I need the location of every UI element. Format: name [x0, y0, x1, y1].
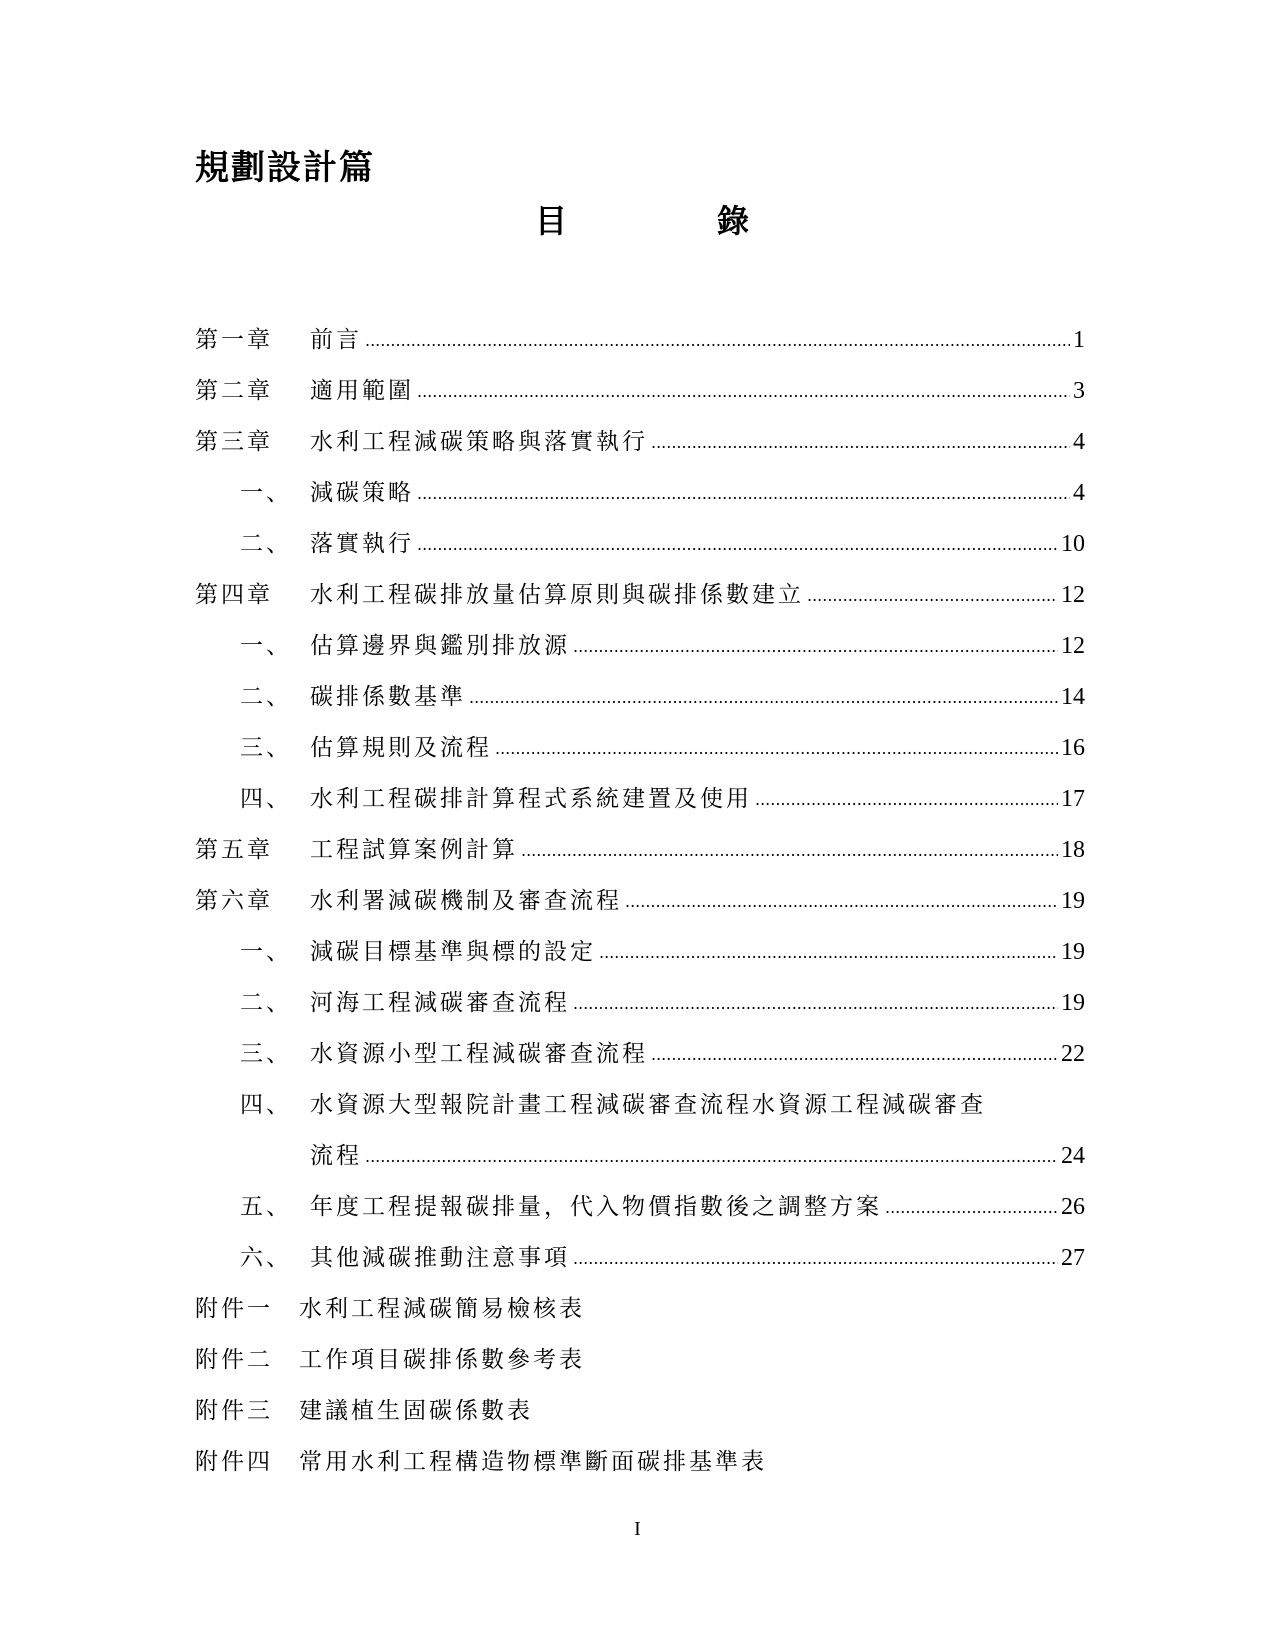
toc-entry-title: 其他減碳推動注意事項 [310, 1245, 570, 1271]
toc-dot-leader [417, 537, 1058, 553]
toc-entry-page: 1 [1073, 327, 1085, 353]
toc-entry-number: 第六章 [195, 888, 273, 914]
toc-entry-title: 減碳目標基準與標的設定 [310, 939, 596, 965]
toc-annex-title: 建議植生固碳係數表 [299, 1398, 533, 1424]
toc-entry-number: 第五章 [195, 837, 273, 863]
toc-dot-leader [417, 486, 1070, 502]
toc-entry-label [195, 372, 414, 405]
toc-entry-page: 24 [1061, 1143, 1085, 1169]
toc-annex-title: 常用水利工程構造物標準斷面碳排基準表 [299, 1449, 767, 1475]
toc-entry[interactable] [195, 507, 1085, 558]
toc-entry-page: 22 [1061, 1041, 1085, 1067]
toc-entry-number: 三、 [240, 735, 292, 761]
toc-entry-number: 二、 [240, 990, 292, 1016]
toc-chapter[interactable] [195, 405, 1085, 456]
toc-entry-label [195, 1137, 362, 1170]
toc-entry-title: 水資源大型報院計畫工程減碳審查流程水資源工程減碳審查 [310, 1092, 986, 1118]
toc-heading-char-2: 錄 [717, 202, 750, 240]
toc-dot-leader [651, 1047, 1058, 1063]
toc-annex-title: 水利工程減碳簡易檢核表 [299, 1296, 585, 1322]
toc-entry-label [195, 576, 804, 609]
toc-entry-title: 估算規則及流程 [310, 735, 492, 761]
table-of-contents [195, 303, 1085, 1476]
toc-dot-leader [573, 639, 1058, 655]
toc-entry-page: 19 [1061, 888, 1085, 914]
toc-entry-number: 五、 [240, 1194, 292, 1220]
toc-dot-leader [521, 843, 1058, 859]
toc-entry-title: 估算邊界與鑑別排放源 [310, 633, 570, 659]
toc-dot-leader [599, 945, 1058, 961]
toc-entry-title: 落實執行 [310, 531, 414, 557]
toc-dot-leader [573, 996, 1058, 1012]
toc-entry-label [195, 525, 414, 558]
toc-entry-label [195, 1443, 767, 1476]
toc-entry-title: 前言 [310, 327, 362, 353]
toc-entry-label [195, 1086, 986, 1119]
toc-entry-page: 4 [1073, 480, 1085, 506]
toc-chapter[interactable] [195, 864, 1085, 915]
toc-entry-page: 19 [1061, 990, 1085, 1016]
toc-entry-title: 河海工程減碳審查流程 [310, 990, 570, 1016]
toc-entry-number: 第三章 [195, 429, 273, 455]
toc-entry-title: 水資源小型工程減碳審查流程 [310, 1041, 648, 1067]
toc-entry-number: 四、 [240, 1092, 292, 1118]
toc-entry-page: 19 [1061, 939, 1085, 965]
toc-entry[interactable] [195, 456, 1085, 507]
toc-entry[interactable] [195, 609, 1085, 660]
toc-chapter[interactable] [195, 303, 1085, 354]
toc-entry-number: 第四章 [195, 582, 273, 608]
toc-dot-leader [885, 1200, 1058, 1216]
toc-entry[interactable] [195, 660, 1085, 711]
toc-entry-label [195, 627, 570, 660]
toc-entry-title-continuation: 流程 [310, 1143, 362, 1169]
toc-entry-number: 一、 [240, 939, 292, 965]
toc-entry-label [195, 321, 362, 354]
toc-entry[interactable] [195, 762, 1085, 813]
toc-entry-label [195, 933, 596, 966]
toc-entry[interactable] [195, 966, 1085, 1017]
toc-entry-number: 二、 [240, 684, 292, 710]
toc-dot-leader [755, 792, 1058, 808]
toc-chapter[interactable] [195, 813, 1085, 864]
toc-entry-label [195, 1341, 585, 1374]
toc-entry-number: 一、 [240, 480, 292, 506]
toc-entry-page: 18 [1061, 837, 1085, 863]
page-number-footer: I [634, 1518, 641, 1540]
toc-annex-title: 工作項目碳排係數參考表 [299, 1347, 585, 1373]
toc-dot-leader [417, 384, 1070, 400]
toc-entry-continuation[interactable] [195, 1119, 1085, 1170]
toc-annex[interactable] [195, 1272, 1085, 1323]
toc-dot-leader [495, 741, 1058, 757]
toc-entry-page: 16 [1061, 735, 1085, 761]
toc-entry-title: 年度工程提報碳排量，代入物價指數後之調整方案 [310, 1194, 882, 1220]
toc-entry-page: 4 [1073, 429, 1085, 455]
section-title: 規劃設計篇 [195, 148, 375, 188]
toc-chapter[interactable] [195, 354, 1085, 405]
toc-entry[interactable] [195, 1170, 1085, 1221]
toc-annex[interactable] [195, 1323, 1085, 1374]
toc-entry-title: 工程試算案例計算 [310, 837, 518, 863]
toc-entry-label [195, 1392, 533, 1425]
toc-entry[interactable] [195, 915, 1085, 966]
toc-entry-number: 三、 [240, 1041, 292, 1067]
toc-annex[interactable] [195, 1425, 1085, 1476]
toc-entry-label [195, 1239, 570, 1272]
toc-entry-number: 四、 [240, 786, 292, 812]
toc-entry-title: 適用範圍 [310, 378, 414, 404]
toc-entry-number: 第一章 [195, 327, 273, 353]
toc-entry-label [195, 729, 492, 762]
toc-entry-label [195, 984, 570, 1017]
toc-entry-title: 水利工程碳排放量估算原則與碳排係數建立 [310, 582, 804, 608]
toc-dot-leader [365, 1149, 1058, 1165]
toc-entry-label [195, 678, 466, 711]
toc-annex[interactable] [195, 1374, 1085, 1425]
toc-entry-page: 3 [1073, 378, 1085, 404]
toc-entry-page: 27 [1061, 1245, 1085, 1271]
toc-entry-page: 14 [1061, 684, 1085, 710]
toc-dot-leader [651, 435, 1070, 451]
toc-entry-title: 減碳策略 [310, 480, 414, 506]
toc-dot-leader [625, 894, 1058, 910]
toc-entry-label [195, 780, 752, 813]
toc-annex-number: 附件一 [195, 1296, 273, 1322]
toc-dot-leader [573, 1251, 1058, 1267]
toc-entry-title: 水利署減碳機制及審查流程 [310, 888, 622, 914]
toc-entry-label [195, 423, 648, 456]
toc-entry-number: 第二章 [195, 378, 273, 404]
toc-entry-number: 二、 [240, 531, 292, 557]
toc-entry-label [195, 831, 518, 864]
toc-entry-number: 一、 [240, 633, 292, 659]
toc-entry-number: 六、 [240, 1245, 292, 1271]
toc-entry-title: 水利工程減碳策略與落實執行 [310, 429, 648, 455]
toc-dot-leader [469, 690, 1058, 706]
toc-entry-page: 26 [1061, 1194, 1085, 1220]
toc-heading [535, 196, 749, 242]
toc-entry[interactable] [195, 711, 1085, 762]
toc-dot-leader [365, 333, 1070, 349]
toc-entry-page: 17 [1061, 786, 1085, 812]
toc-entry-label [195, 882, 622, 915]
toc-entry[interactable] [195, 1221, 1085, 1272]
toc-entry[interactable] [195, 1017, 1085, 1068]
toc-entry-title: 水利工程碳排計算程式系統建置及使用 [310, 786, 752, 812]
toc-entry-page: 12 [1061, 582, 1085, 608]
toc-chapter[interactable] [195, 558, 1085, 609]
toc-entry-label [195, 1035, 648, 1068]
toc-dot-leader [807, 588, 1058, 604]
toc-entry-page: 12 [1061, 633, 1085, 659]
toc-annex-number: 附件四 [195, 1449, 273, 1475]
toc-entry-label [195, 1290, 585, 1323]
toc-entry[interactable] [195, 1068, 1085, 1119]
toc-entry-label [195, 474, 414, 507]
toc-annex-number: 附件二 [195, 1347, 273, 1373]
toc-annex-number: 附件三 [195, 1398, 273, 1424]
toc-heading-char-1: 目 [535, 202, 568, 240]
toc-entry-label [195, 1188, 882, 1221]
toc-entry-page: 10 [1061, 531, 1085, 557]
toc-entry-title: 碳排係數基準 [310, 684, 466, 710]
